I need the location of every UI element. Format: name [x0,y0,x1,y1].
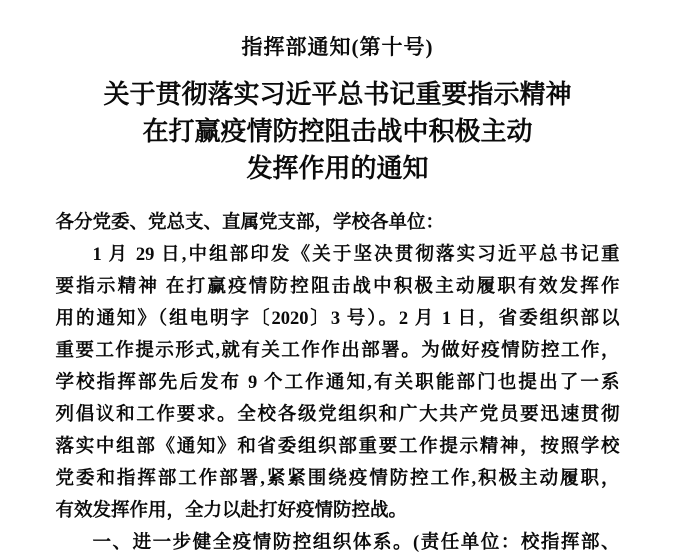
body-line: 用的通知》（组电明字〔2020〕3 号）。2 月 1 日，省委组织部以 [55,309,620,329]
body-line: 党委和指挥部工作部署,紧紧围绕疫情防控工作,积极主动履职， [55,469,620,489]
body-line-section-heading: 一、进一步健全疫情防控组织体系。(责任单位：校指挥部、 [92,533,620,552]
body-line: 重要工作提示形式,就有关工作作出部署。为做好疫情防控工作， [55,341,620,361]
body-line: 列倡议和工作要求。全校各级党组织和广大共产党员要迅速贯彻 [55,405,620,425]
notice-body [56,207,620,552]
body-line: 1 月 29 日,中组部印发《关于坚决贯彻落实习近平总书记重 [92,245,620,265]
notice-title-line-1: 关于贯彻落实习近平总书记重要指示精神 [103,80,572,109]
body-line: 落实中组部《通知》和省委组织部重要工作提示精神，按照学校 [55,437,620,457]
body-line: 学校指挥部先后发布 9 个工作通知,有关职能部门也提出了一系 [55,373,620,393]
body-line: 要指示精神 在打赢疫情防控阻击战中积极主动履职有效发挥作 [55,277,620,297]
body-line: 有效发挥作用，全力以赴打好疫情防控战。 [55,501,408,521]
notice-title-line-3: 发挥作用的通知 [246,154,429,183]
notice-document [0,33,675,552]
notice-title-line-2: 在打赢疫情防控阻击战中积极主动 [142,117,533,146]
notice-number-heading: 指挥部通知(第十号) [241,35,434,59]
salutation-line: 各分党委、党总支、直属党支部，学校各单位： [55,213,445,233]
notice-title [0,76,675,187]
